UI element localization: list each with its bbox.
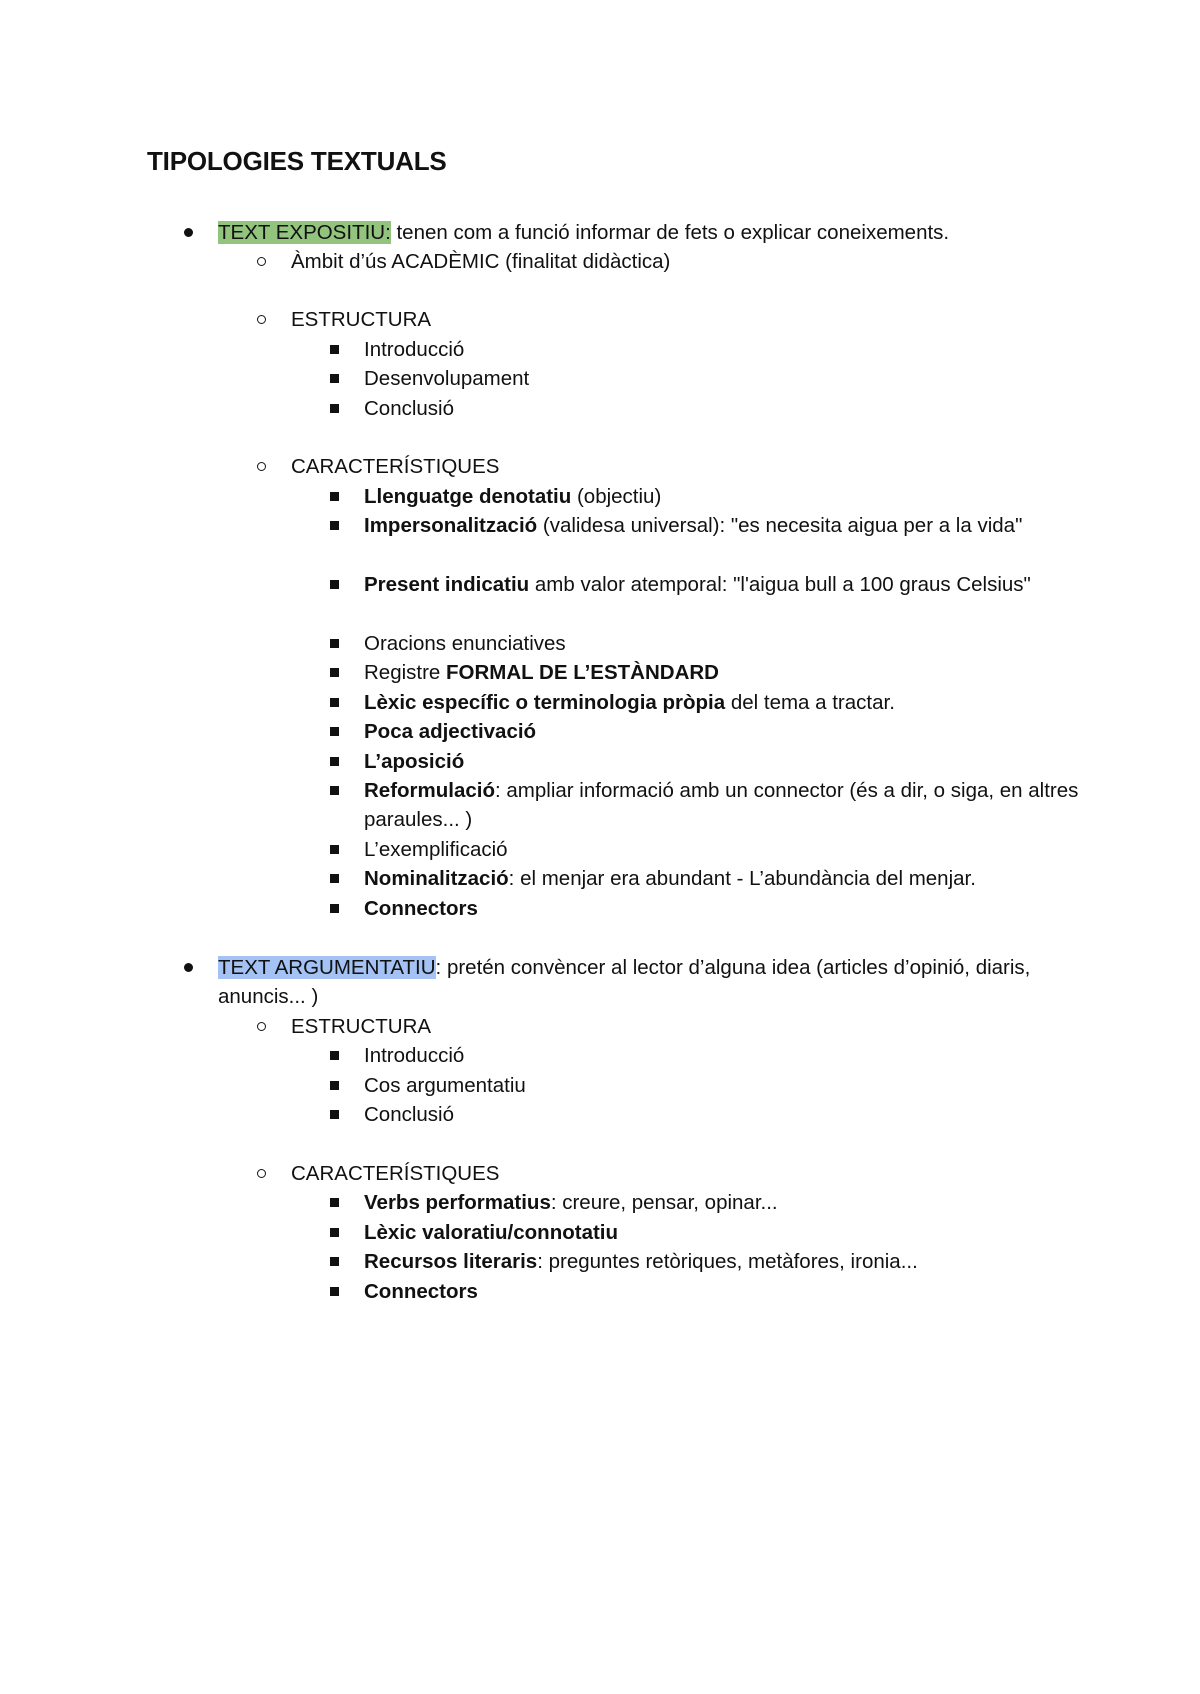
bullet-square-icon — [330, 1081, 339, 1090]
list-item — [364, 747, 464, 776]
list-item: Introducció — [364, 338, 465, 361]
bullet-square-icon — [330, 698, 339, 707]
argumentatiu-label: TEXT ARGUMENTATIU — [218, 956, 436, 979]
item-text: del tema a tractar. — [725, 691, 895, 714]
item-bold: Poca adjectivació — [364, 720, 537, 743]
list-item: Conclusió — [364, 1103, 455, 1126]
item-bold: Recursos literaris — [364, 1250, 538, 1273]
item-bold: Nominalització — [364, 867, 509, 890]
item-text: : el menjar era abundant - L’abundància del menjar. — [508, 867, 976, 890]
bullet-square-icon — [330, 1287, 339, 1296]
bullet-square-icon — [330, 845, 339, 854]
list-item — [364, 1277, 478, 1306]
item-text: : ampliar informació amb un connector (és a dir, o siga, en altres paraules... ) — [364, 779, 1079, 831]
item-text: Oracions enunciatives — [364, 632, 566, 655]
item-bold: Impersonalització — [364, 514, 538, 537]
expositiu-caracteristiques-heading: CARACTERÍSTIQUES — [291, 455, 500, 478]
bullet-circle-icon — [257, 462, 266, 471]
list-item: Desenvolupament — [364, 367, 530, 390]
list-item: Conclusió — [364, 397, 455, 420]
bullet-square-icon — [330, 904, 339, 913]
argumentatiu-item — [218, 953, 1058, 1011]
list-item — [364, 688, 895, 717]
bullet-square-icon — [330, 1257, 339, 1266]
bullet-square-icon — [330, 404, 339, 413]
item-text: amb valor atemporal: "l'aigua bull a 100 graus Celsius" — [529, 573, 1031, 596]
list-item — [364, 629, 566, 658]
bullet-square-icon — [330, 727, 339, 736]
page-title: TIPOLOGIES TEXTUALS — [147, 146, 447, 176]
list-item — [364, 894, 478, 923]
bullet-square-icon — [330, 757, 339, 766]
item-bold: Reformulació — [364, 779, 495, 802]
bullet-circle-icon — [257, 257, 266, 266]
bullet-square-icon — [330, 1051, 339, 1060]
list-item — [364, 835, 508, 864]
argumentatiu-desc: : pretén convèncer al lector d’alguna idea (articles d’opinió, diaris, anuncis... ) — [218, 956, 1031, 1008]
expositiu-desc: tenen com a funció informar de fets o explicar coneixements. — [390, 221, 950, 244]
bullet-square-icon — [330, 786, 339, 795]
list-item — [364, 1247, 918, 1276]
bullet-circle-icon — [257, 1022, 266, 1031]
item-text: Registre — [364, 661, 447, 684]
expositiu-estructura-heading: ESTRUCTURA — [291, 308, 432, 331]
item-bold: Lèxic valoratiu/connotatiu — [364, 1221, 619, 1244]
bullet-square-icon — [330, 1228, 339, 1237]
list-item — [364, 717, 536, 746]
item-bold: Connectors — [364, 897, 478, 920]
list-item — [364, 776, 1084, 834]
item-bold: FORMAL DE L’ESTÀNDARD — [446, 661, 719, 684]
list-item — [364, 482, 661, 511]
item-bold: Present indicatiu — [364, 573, 530, 596]
bullet-square-icon — [330, 874, 339, 883]
argumentatiu-caracteristiques-heading: CARACTERÍSTIQUES — [291, 1162, 500, 1185]
item-bold: Connectors — [364, 1280, 478, 1303]
item-text: (validesa universal): "es necesita aigua per a la vida" — [537, 514, 1023, 537]
bullet-square-icon — [330, 345, 339, 354]
bullet-square-icon — [330, 521, 339, 530]
bullet-square-icon — [330, 492, 339, 501]
list-item — [364, 1218, 618, 1247]
bullet-disc-icon — [184, 228, 193, 237]
bullet-square-icon — [330, 374, 339, 383]
bullet-square-icon — [330, 639, 339, 648]
bullet-disc-icon — [184, 963, 193, 972]
bullet-square-icon — [330, 580, 339, 589]
item-bold: Lèxic específic o terminologia pròpia — [364, 691, 726, 714]
argumentatiu-estructura-heading: ESTRUCTURA — [291, 1015, 432, 1038]
list-item — [364, 1188, 778, 1217]
expositiu-item — [218, 218, 949, 247]
item-bold: Llenguatge denotatiu — [364, 485, 572, 508]
list-item — [364, 511, 1084, 540]
item-text: : creure, pensar, opinar... — [550, 1191, 778, 1214]
item-bold: L’aposició — [364, 750, 465, 773]
item-bold: Verbs performatius — [364, 1191, 551, 1214]
item-text: (objectiu) — [571, 485, 662, 508]
item-text: L’exemplificació — [364, 838, 508, 861]
expositiu-label: TEXT EXPOSITIU: — [218, 221, 391, 244]
list-item: Cos argumentatiu — [364, 1074, 526, 1097]
list-item: Introducció — [364, 1044, 465, 1067]
item-text: : preguntes retòriques, metàfores, ironia... — [537, 1250, 918, 1273]
expositiu-ambit: Àmbit d’ús ACADÈMIC (finalitat didàctica) — [291, 250, 671, 273]
bullet-square-icon — [330, 1198, 339, 1207]
bullet-square-icon — [330, 1110, 339, 1119]
list-item — [364, 864, 976, 893]
bullet-circle-icon — [257, 1169, 266, 1178]
list-item — [364, 570, 1084, 599]
bullet-circle-icon — [257, 315, 266, 324]
list-item — [364, 658, 719, 687]
bullet-square-icon — [330, 668, 339, 677]
